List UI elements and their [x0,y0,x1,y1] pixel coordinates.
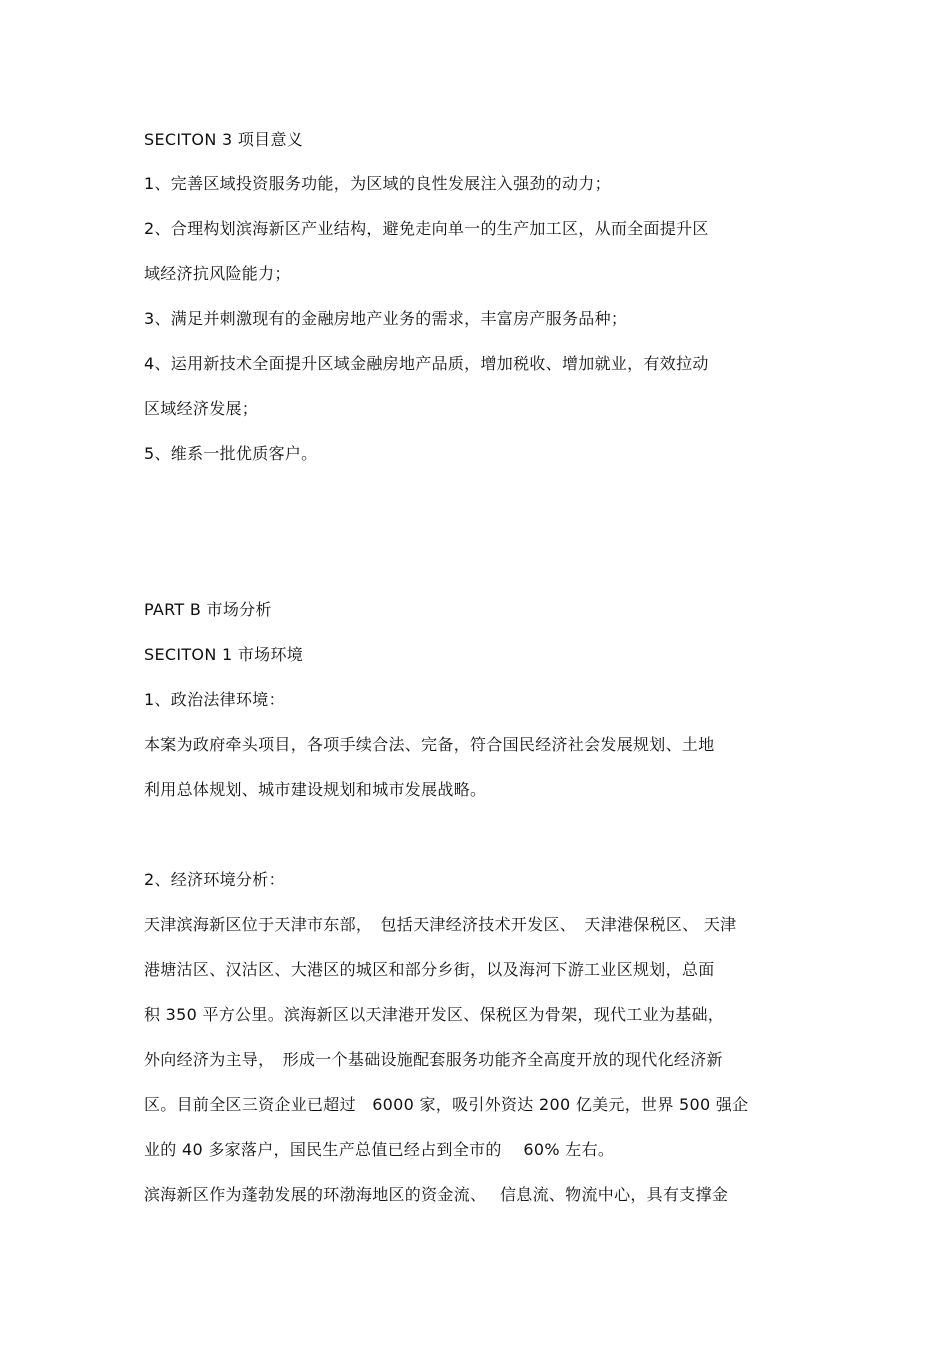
section1-heading: SECITON 1 市场环境 [144,645,304,664]
list-item: 4、运用新技术全面提升区域金融房地产品质，增加税收、增加就业，有效拉动 [144,354,709,373]
list-item-continuation: 区域经济发展； [144,399,259,418]
list-item-continuation: 域经济抗风险能力； [144,264,291,283]
paragraph-line: 外向经济为主导， 形成一个基础设施配套服务功能齐全高度开放的现代化经济新 [144,1050,723,1069]
paragraph-line: 利用总体规划、城市建设规划和城市发展战略。 [144,780,487,799]
list-item: 3、满足并刺激现有的金融房地产业务的需求，丰富房产服务品种； [144,309,628,328]
env1-heading: 1、政治法律环境： [144,690,285,709]
list-item: 2、合理构划滨海新区产业结构，避免走向单一的生产加工区，从而全面提升区 [144,219,709,238]
partb-heading: PART B 市场分析 [144,600,272,619]
env2-heading: 2、经济环境分析： [144,870,285,889]
section3-heading: SECITON 3 项目意义 [144,130,304,149]
paragraph-line: 滨海新区作为蓬勃发展的环渤海地区的资金流、 信息流、物流中心，具有支撑金 [144,1185,729,1204]
paragraph-line: 积 350 平方公里。滨海新区以天津港开发区、保税区为骨架，现代工业为基础， [144,1005,725,1024]
paragraph-line: 港塘沽区、汉沽区、大港区的城区和部分乡街，以及海河下游工业区规划，总面 [144,960,715,979]
list-item: 1、完善区域投资服务功能，为区域的良性发展注入强劲的动力； [144,174,611,193]
paragraph-line: 本案为政府牵头项目，各项手续合法、完备，符合国民经济社会发展规划、土地 [144,735,715,754]
paragraph-line: 天津滨海新区位于天津市东部， 包括天津经济技术开发区、 天津港保税区、 天津 [144,915,737,934]
paragraph-line: 业的 40 多家落户，国民生产总值已经占到全市的 60% 左右。 [144,1140,615,1159]
list-item: 5、维系一批优质客户。 [144,444,318,463]
paragraph-line: 区。目前全区三资企业已超过 6000 家，吸引外资达 200 亿美元，世界 500 强企 [144,1095,749,1114]
